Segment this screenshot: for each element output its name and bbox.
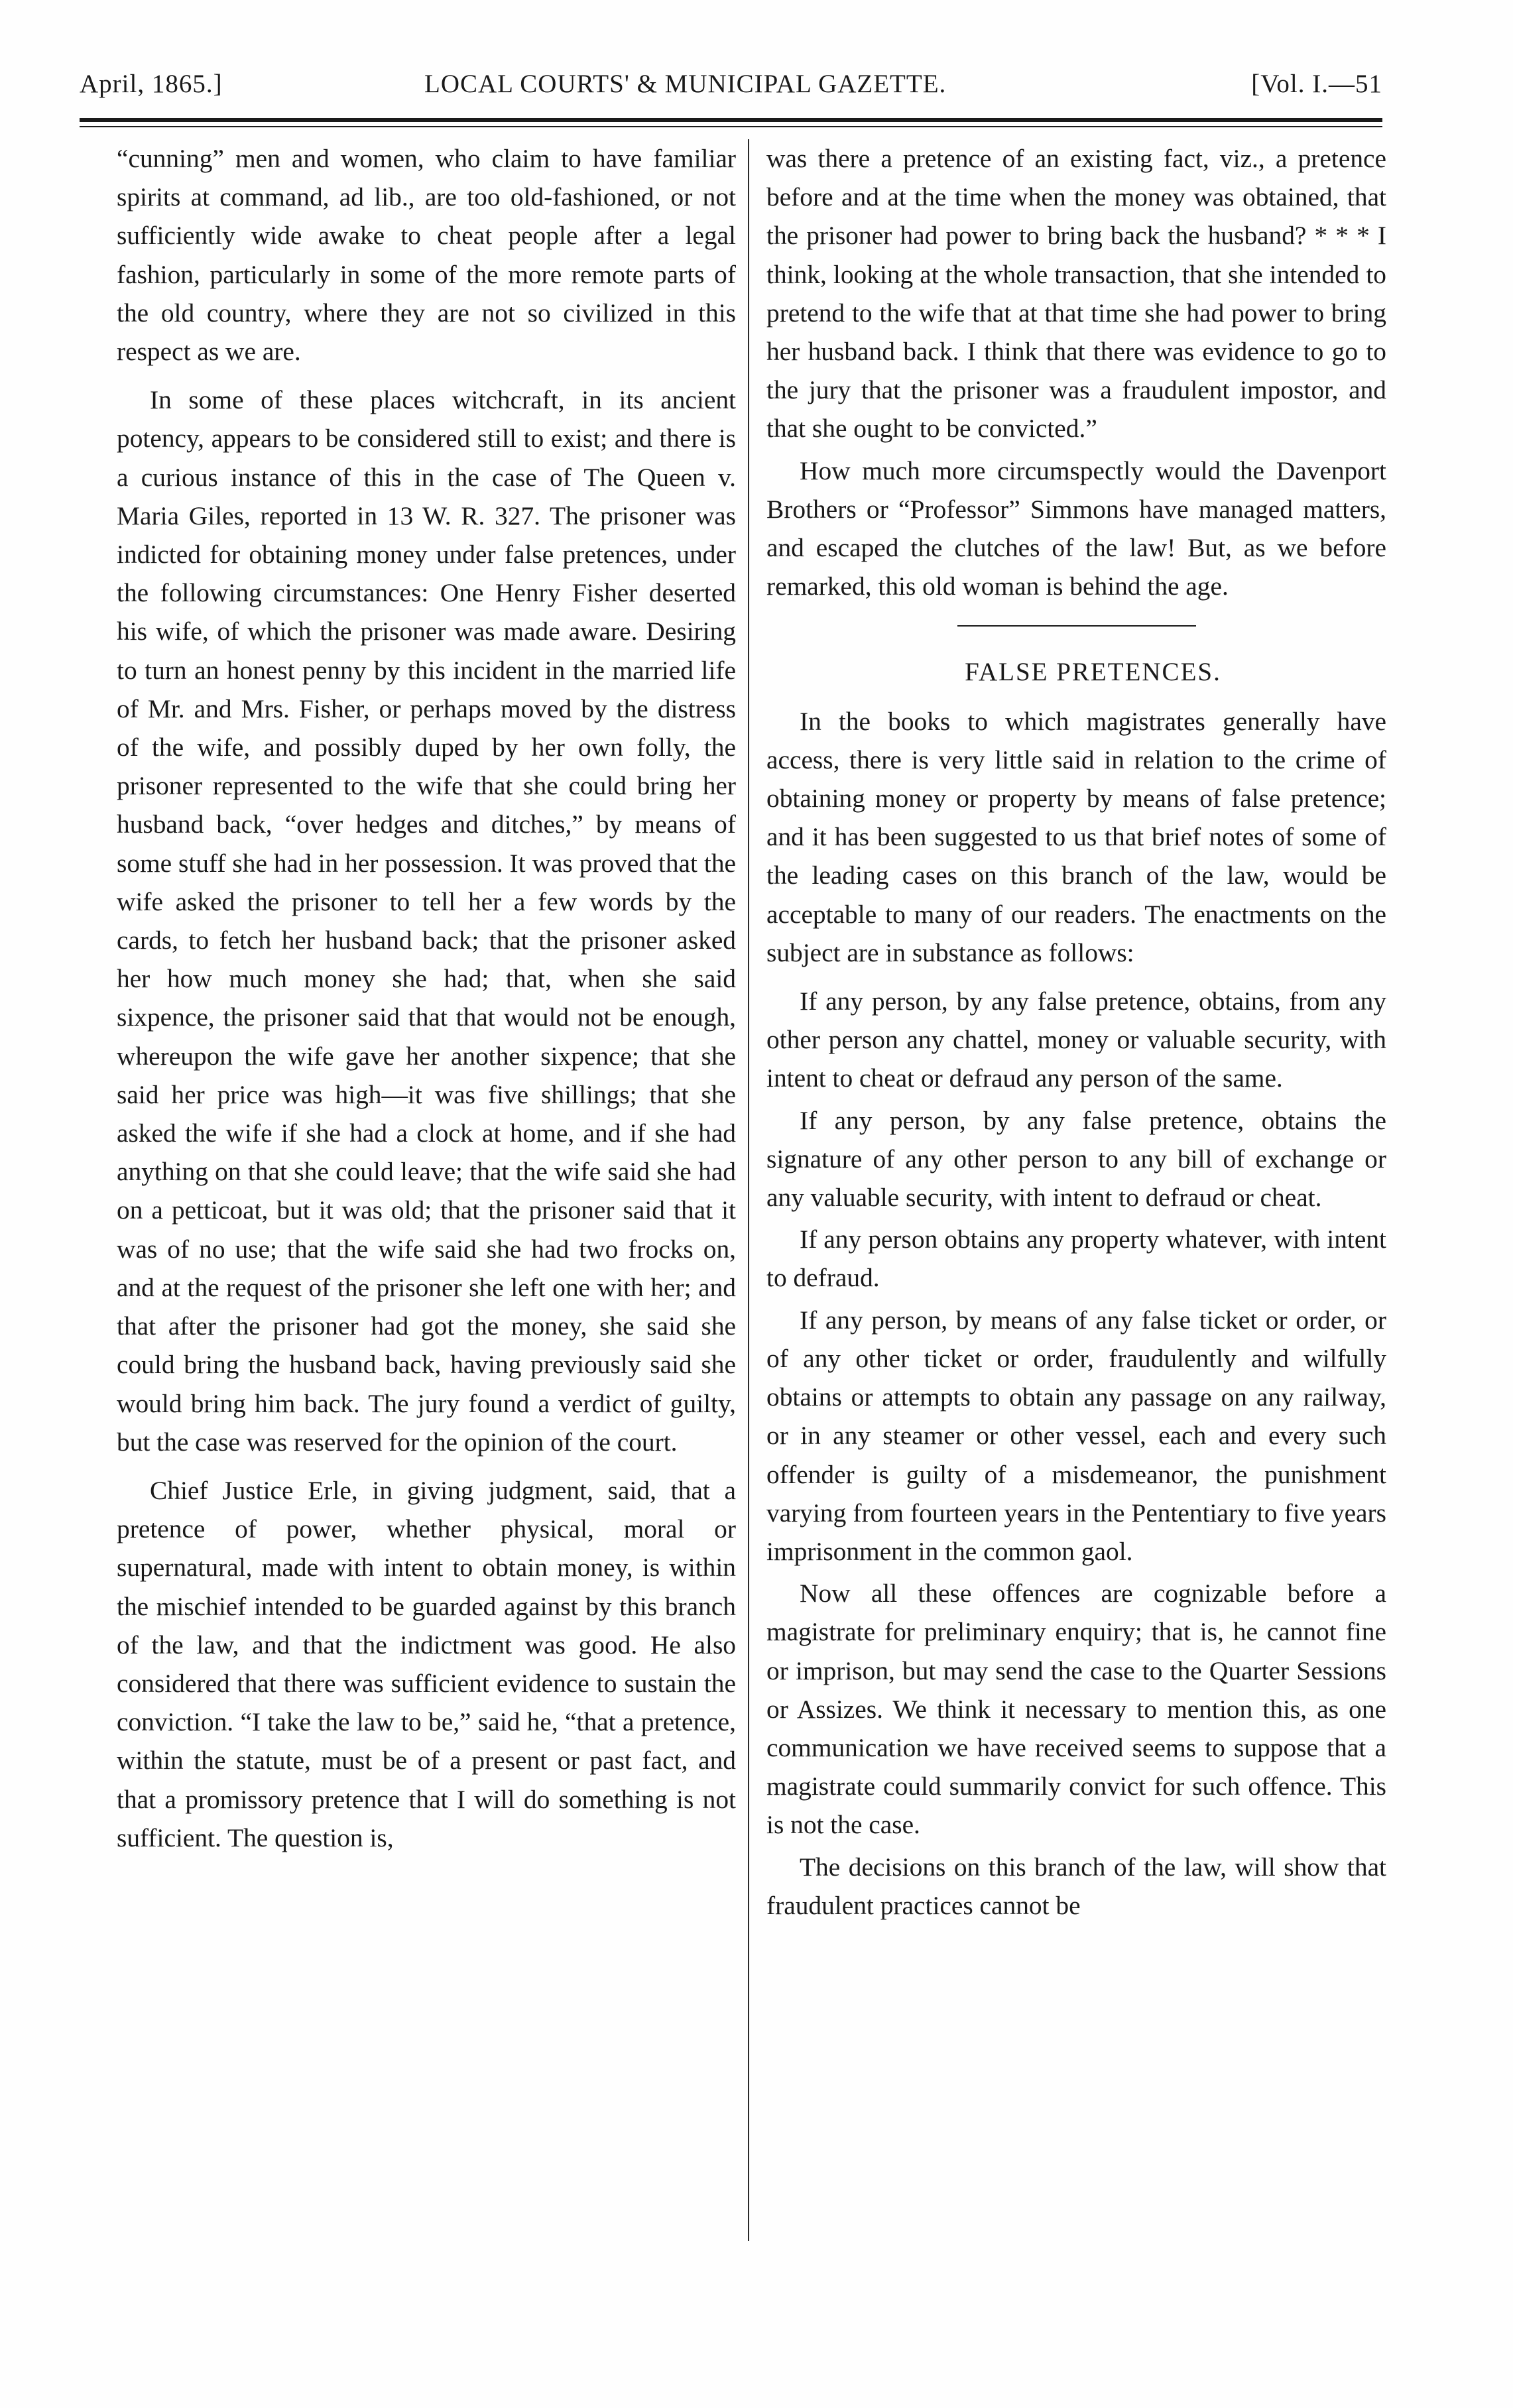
right-paragraph-2: How much more circumspectly would the Davenport Brothers or “Professor” Simmons have managed matters, and escaped the clutches of the law! But, as we before remarked, this old woman is behind the age. xyxy=(766,455,1386,601)
right-column xyxy=(766,139,1386,1928)
left-paragraph-1: “cunning” men and women, who claim to have familiar spirits at command, ad lib., are too old-fashioned, or not sufficiently wide awake to cheat people after a legal fashion, particularly in some of the more remote parts of the old country, where they are not so civilized in this respect as we are. xyxy=(117,144,736,367)
section-divider xyxy=(957,625,1196,627)
right-paragraph-5: If any person, by any false pretence, obtains the signature of any other person to any bill of exchange or any valuable security, with intent to defraud or cheat. xyxy=(766,1105,1386,1213)
header-title: LOCAL COURTS' & MUNICIPAL GAZETTE. xyxy=(424,70,947,98)
section-heading: FALSE PRETENCES. xyxy=(965,658,1221,687)
header-volume: [Vol. I.—51 xyxy=(1251,70,1382,98)
right-paragraph-4: If any person, by any false pretence, obtains, from any other person any chattel, money or valuable security, with intent to cheat or defraud any person of the same. xyxy=(766,987,1386,1093)
right-paragraph-3: In the books to which magistrates generally have access, there is very little said in relation to the crime of obtaining money or property by means of false pretence; and it has been suggested to us that brief notes of some of the leading cases on this branch of the law, would be acceptable to many of our readers. The enactments on the subject are in substance as follows: xyxy=(766,706,1386,967)
left-paragraph-3: Chief Justice Erle, in giving judgment, said, that a pretence of power, whether physical, moral or supernatural, made with intent to obtain money, is within the mischief intended to be guarded against by this branch of the law, and that the indictment was good. He also considered that there was sufficient evidence to sustain the conviction. “I take the law to be,” said he, “that a pretence, within the statute, must be of a present or past fact, and that a promissory pretence that I will do something is not sufficient. The question is, xyxy=(117,1475,736,1852)
right-paragraph-6: If any person obtains any property whatever, with intent to defraud. xyxy=(766,1225,1386,1293)
running-header xyxy=(80,69,1382,110)
right-paragraph-7: If any person, by means of any false ticket or order, or of any other ticket or order, fraudulently and wilfully obtains or attempts to obtain any passage on any railway, or in any steamer or other vessel, each and every such offender is guilty of a misdemeanor, the punishment varying from fourteen years in the Pententiary to five years imprisonment in the common gaol. xyxy=(766,1305,1386,1566)
header-date: April, 1865.] xyxy=(80,70,223,98)
column-divider xyxy=(748,139,749,2241)
right-paragraph-1: was there a pretence of an existing fact, viz., a pretence before and at the time when the money was obtained, that the prisoner had power to bring back the husband? * * * I think, looking at the whole transaction, that she intended to pretend to the wife that at that time she had power to bring her husband back. I think that there was evidence to go to the jury that the prisoner was a fraudulent impostor, and that she ought to be convicted.” xyxy=(766,144,1386,444)
left-column xyxy=(117,139,736,1867)
right-paragraph-9: The decisions on this branch of the law, will show that fraudulent practices cannot be xyxy=(766,1852,1386,1920)
header-rule-thick xyxy=(80,118,1382,122)
header-rule-thin xyxy=(80,126,1382,127)
left-paragraph-2: In some of these places witchcraft, in its ancient potency, appears to be considered still to exist; and there is a curious instance of this in the case of The Queen v. Maria Giles, reported in 13 W. R. 327. The prisoner was indicted for obtaining money under false pretences, under the following circumstances: One Henry Fisher deserted his wife, of which the prisoner was made aware. Desiring to turn an honest penny by this incident in the married life of Mr. and Mrs. Fisher, or perhaps moved by the distress of the wife, and possibly duped by her own folly, the prisoner represented to the wife that she could bring her husband back, “over hedges and ditches,” by means of some stuff she had in her possession. It was proved that the wife asked the prisoner to tell her a few words by the cards, to fetch her husband back; that the prisoner asked her how much money she had; that, when she said sixpence, the prisoner said that that would not be enough, whereupon the wife gave her another sixpence; that she said her price was high—it was five shillings; that she asked the wife if she had a clock at home, and if she had anything on that she could leave; that the wife said she had on a petticoat, but it was old; that the prisoner said that it was of no use; that the wife said she had two frocks on, and at the request of the prisoner she left one with her; and that after the prisoner had got the money, she said she could bring the husband back, having previously said she would bring him back. The jury found a verdict of guilty, but the case was reserved for the opinion of the court. xyxy=(117,385,736,1457)
right-paragraph-8: Now all these offences are cognizable before a magistrate for preliminary enquiry; that is, he cannot fine or imprison, but may send the case to the Quarter Sessions or Assizes. We think it necessary to mention this, as one communication we have received seems to suppose that a magistrate could summarily convict for such offence. This is not the case. xyxy=(766,1579,1386,1840)
